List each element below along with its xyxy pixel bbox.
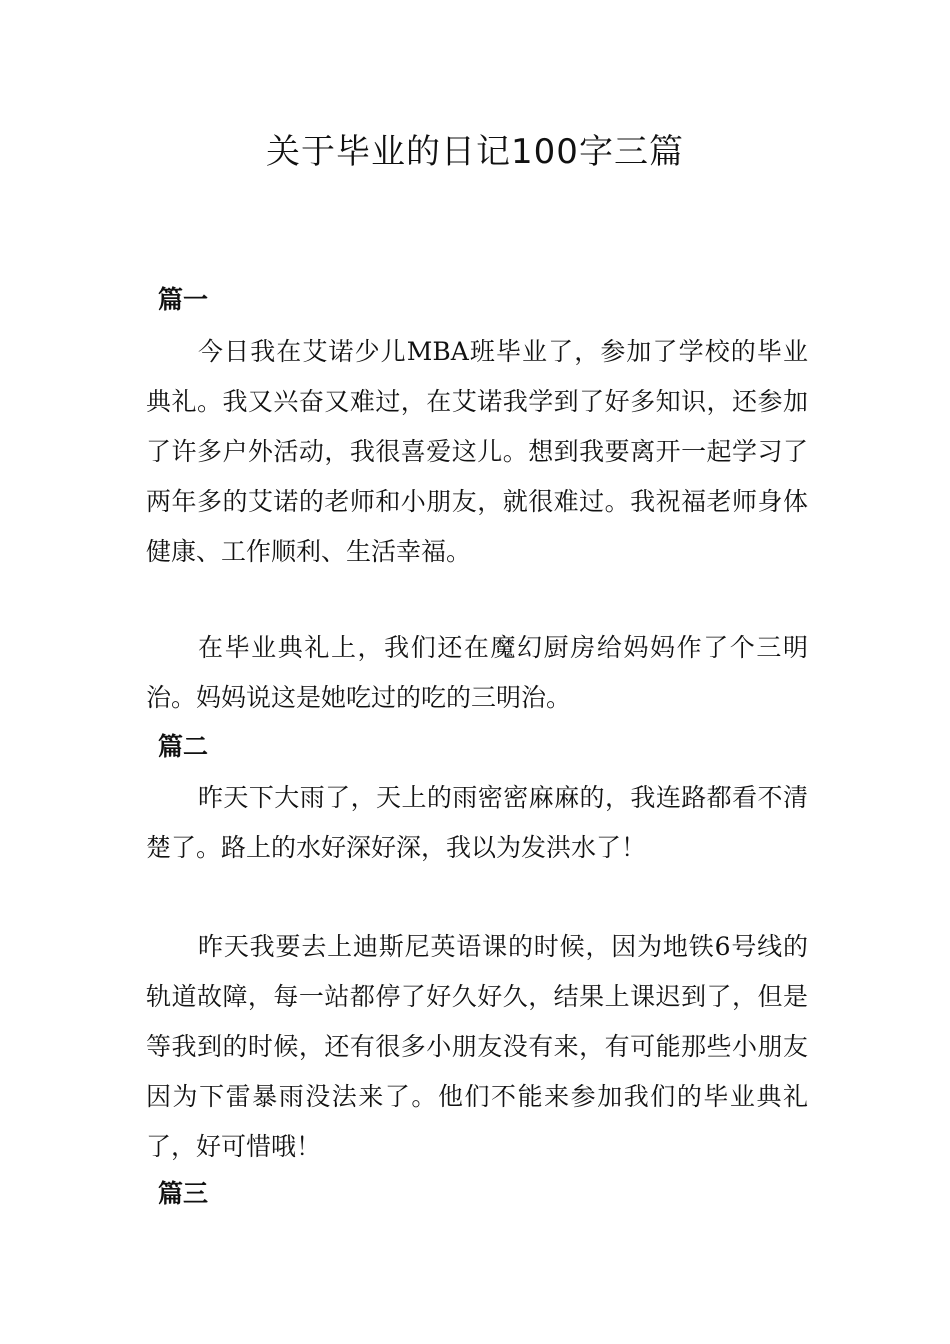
section-2-body bbox=[146, 773, 808, 873]
section-heading-2: 篇二 bbox=[158, 732, 209, 761]
section-2-body-2 bbox=[146, 922, 808, 1172]
section-1-body-2 bbox=[146, 623, 808, 723]
section-heading-1: 篇一 bbox=[158, 285, 209, 314]
paragraph: 昨天下大雨了，天上的雨密密麻麻的，我连路都看不清楚了。路上的水好深好深，我以为发洪水了！ bbox=[146, 783, 808, 862]
paragraph: 今日我在艾诺少儿MBA班毕业了，参加了学校的毕业典礼。我又兴奋又难过，在艾诺我学到了好多知识，还参加了许多户外活动，我很喜爱这儿。想到我要离开一起学习了两年多的艾诺的老师和小朋友，就很难过。我祝福老师身体健康、工作顺利、生活幸福。 bbox=[146, 337, 808, 566]
document-title: 关于毕业的日记100字三篇 bbox=[266, 132, 684, 172]
section-heading-3: 篇三 bbox=[158, 1179, 209, 1208]
section-1-body bbox=[146, 327, 808, 577]
paragraph: 昨天我要去上迪斯尼英语课的时候，因为地铁6号线的轨道故障，每一站都停了好久好久，结果上课迟到了，但是等我到的时候，还有很多小朋友没有来，有可能那些小朋友因为下雷暴雨没法来了。他们不能来参加我们的毕业典礼了，好可惜哦！ bbox=[146, 932, 808, 1161]
paragraph: 在毕业典礼上，我们还在魔幻厨房给妈妈作了个三明治。妈妈说这是她吃过的吃的三明治。 bbox=[146, 633, 808, 712]
